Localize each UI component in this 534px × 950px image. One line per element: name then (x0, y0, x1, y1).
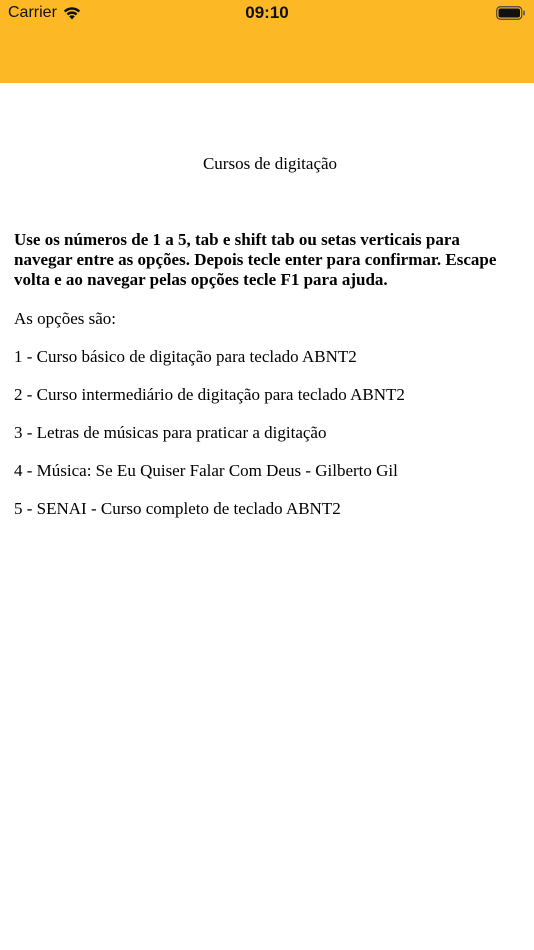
options-list (14, 347, 405, 537)
option-item-2[interactable]: 2 - Curso intermediário de digitação para teclado ABNT2 (14, 385, 405, 404)
options-intro: As opções são: (14, 309, 116, 328)
option-item-5[interactable]: 5 - SENAI - Curso completo de teclado ABNT2 (14, 499, 341, 518)
option-item-1[interactable]: 1 - Curso básico de digitação para teclado ABNT2 (14, 347, 357, 366)
status-time: 09:10 (245, 3, 289, 22)
option-item-3[interactable]: 3 - Letras de músicas para praticar a digitação (14, 423, 327, 442)
instructions-text: Use os números de 1 a 5, tab e shift tab ou setas verticais para navegar entre as opções. Depois tecle enter para confirmar. Escape volta e ao navegar pelas opções tecle F1 para ajuda. (14, 230, 497, 289)
status-bar (0, 0, 534, 30)
option-item-4[interactable]: 4 - Música: Se Eu Quiser Falar Com Deus - Gilberto Gil (14, 461, 398, 480)
carrier-label: Carrier (8, 4, 57, 21)
page-title: Cursos de digitação (202, 154, 338, 173)
battery-icon (496, 6, 526, 20)
